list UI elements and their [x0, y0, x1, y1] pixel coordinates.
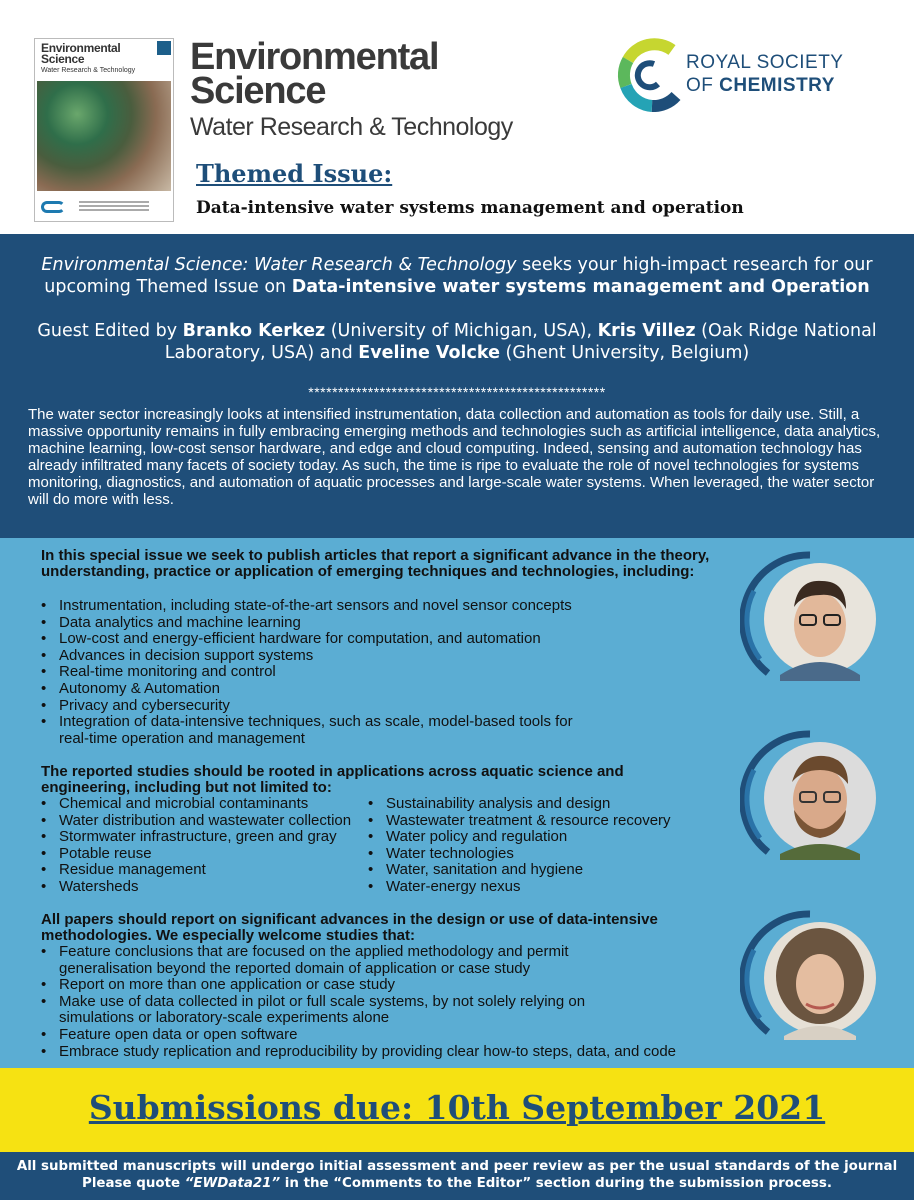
cover-title-line2: Science	[41, 52, 85, 66]
deadline-banner	[0, 1068, 914, 1152]
section2-list-left	[41, 796, 371, 896]
cover-fine-print	[79, 209, 149, 211]
editor-photo-1	[740, 551, 880, 691]
editor-name-2: Kris Villez	[597, 321, 696, 341]
list-item: • Feature open data or open software	[41, 1027, 721, 1044]
cover-subtitle: Water Research & Technology	[41, 67, 136, 74]
journal-title-line3: Water Research & Technology	[190, 113, 513, 141]
themed-issue-label: Themed Issue:	[196, 159, 393, 188]
submission-code: “EWData21”	[184, 1176, 281, 1191]
footer-line1: All submitted manuscripts will undergo initial assessment and peer review as per the usual standards of the journal	[16, 1159, 898, 1174]
section2-list-right	[368, 796, 708, 896]
section3-heading: All papers should report on significant advances in the design or use of data-intensive methodologies. We especially welcome studies that:	[41, 911, 658, 944]
list-item: • Embrace study replication and reproducibility by providing clear how-to steps, data, and code	[41, 1044, 721, 1061]
editor-name-3: Eveline Volcke	[358, 343, 500, 363]
editor-name-1: Branko Kerkez	[182, 321, 326, 341]
intro-section	[0, 234, 914, 538]
list-item: • Water technologies	[368, 846, 708, 863]
issue-name-bold: Data-intensive water systems management and Operation	[291, 277, 870, 297]
list-item: • Sustainability analysis and design	[368, 796, 708, 813]
editor-affiliation-1: (University of Michigan, USA),	[325, 321, 598, 341]
publisher-line1: ROYAL SOCIETY	[686, 52, 844, 73]
publisher-line2	[686, 74, 843, 97]
list-item: • Water distribution and wastewater collection	[41, 813, 371, 830]
journal-title	[190, 36, 610, 144]
footer-line2	[0, 1175, 914, 1192]
header	[0, 0, 914, 234]
footer-line2-prefix: Please quote	[82, 1176, 185, 1191]
guest-prefix: Guest Edited by	[37, 321, 183, 341]
list-item: • Real-time monitoring and control	[41, 664, 661, 681]
footer-line2-suffix: in the “Comments to the Editor” section during the submission process.	[280, 1176, 832, 1191]
cover-artwork	[37, 81, 171, 191]
journal-title-line2: Science	[190, 70, 326, 112]
cover-publisher-logo	[41, 201, 65, 213]
cover-corner-mark	[157, 41, 171, 55]
list-item: • Stormwater infrastructure, green and gray	[41, 829, 371, 846]
list-item: • Wastewater treatment & resource recovery	[368, 813, 708, 830]
editor-photo-2	[740, 730, 880, 870]
scope-section	[0, 538, 914, 1068]
list-item: • Instrumentation, including state-of-the-art sensors and novel sensor concepts	[41, 598, 661, 615]
list-item: • Feature conclusions that are focused on the applied methodology and permit generalisation beyond the reported domain of application or case study	[41, 944, 601, 977]
editor-affiliation-2: (Oak Ridge National Laboratory, USA) and	[164, 321, 877, 363]
list-item: • Report on more than one application or case study	[41, 977, 721, 994]
publisher-line2-bold: CHEMISTRY	[719, 75, 835, 96]
list-item: • Advances in decision support systems	[41, 648, 661, 665]
list-item: • Low-cost and energy-efficient hardware for computation, and automation	[41, 631, 661, 648]
list-item: • Water policy and regulation	[368, 829, 708, 846]
submission-deadline: Submissions due: 10th September 2021	[88, 1088, 826, 1127]
list-item: • Water-energy nexus	[368, 879, 708, 896]
cover-title	[41, 43, 120, 65]
list-item: • Make use of data collected in pilot or full scale systems, by not solely relying on simulations or laboratory-scale experiments alone	[41, 994, 601, 1027]
footer	[0, 1152, 914, 1200]
section2-heading: The reported studies should be rooted in applications across aquatic science and engineering, including but not limited to:	[41, 763, 624, 796]
editor-photo-3	[740, 910, 880, 1050]
list-item: • Residue management	[41, 862, 371, 879]
divider-stars: **************************************************	[308, 384, 606, 400]
journal-cover-image	[34, 38, 174, 222]
list-item: • Autonomy & Automation	[41, 681, 661, 698]
publisher-name	[686, 52, 843, 97]
journal-name-italic: Environmental Science: Water Research & Technology	[41, 255, 517, 275]
themed-issue-title: Data-intensive water systems management and operation	[196, 198, 744, 218]
list-item: • Water, sanitation and hygiene	[368, 862, 708, 879]
guest-editors	[20, 320, 894, 364]
section1-heading: In this special issue we seek to publish articles that report a significant advance in the theory, understanding, practice or application of emerging techniques and technologies, including:	[41, 547, 710, 580]
call-statement	[20, 254, 894, 298]
publisher-line2-prefix: OF	[686, 75, 720, 96]
editor-affiliation-3: (Ghent University, Belgium)	[499, 343, 750, 363]
list-item: • Data analytics and machine learning	[41, 615, 661, 632]
journal-title-line1: Environmental	[190, 36, 439, 78]
seek-text: seeks your high-impact research for our upcoming Themed Issue on	[44, 255, 873, 297]
intro-paragraph: The water sector increasingly looks at intensified instrumentation, data collection and automation as tools for daily use. Still, a massive opportunity remains in fully embracing emerging methods and technologies such as artificial intelligence, data analytics, machine learning, low-cost sensor hardware, and edge and cloud computing. Indeed, sensing and automation technology has already infiltrated many facets of society today. As such, the time is ripe to evaluate the role of novel technologies for systems monitoring, diagnostics, and automation of aquatic processes and large-scale water systems. When leveraged, the water sector will do more with less.	[28, 406, 881, 508]
list-item: • Chemical and microbial contaminants	[41, 796, 371, 813]
cover-title-line1: Environmental	[41, 41, 121, 55]
list-item: • Privacy and cybersecurity	[41, 698, 661, 715]
section1-list	[41, 598, 661, 747]
list-item: • Potable reuse	[41, 846, 371, 863]
list-item: • Watersheds	[41, 879, 371, 896]
section3-list	[41, 944, 721, 1060]
list-item: • Integration of data-intensive techniques, such as scale, model-based tools for real-time operation and management	[41, 714, 581, 747]
